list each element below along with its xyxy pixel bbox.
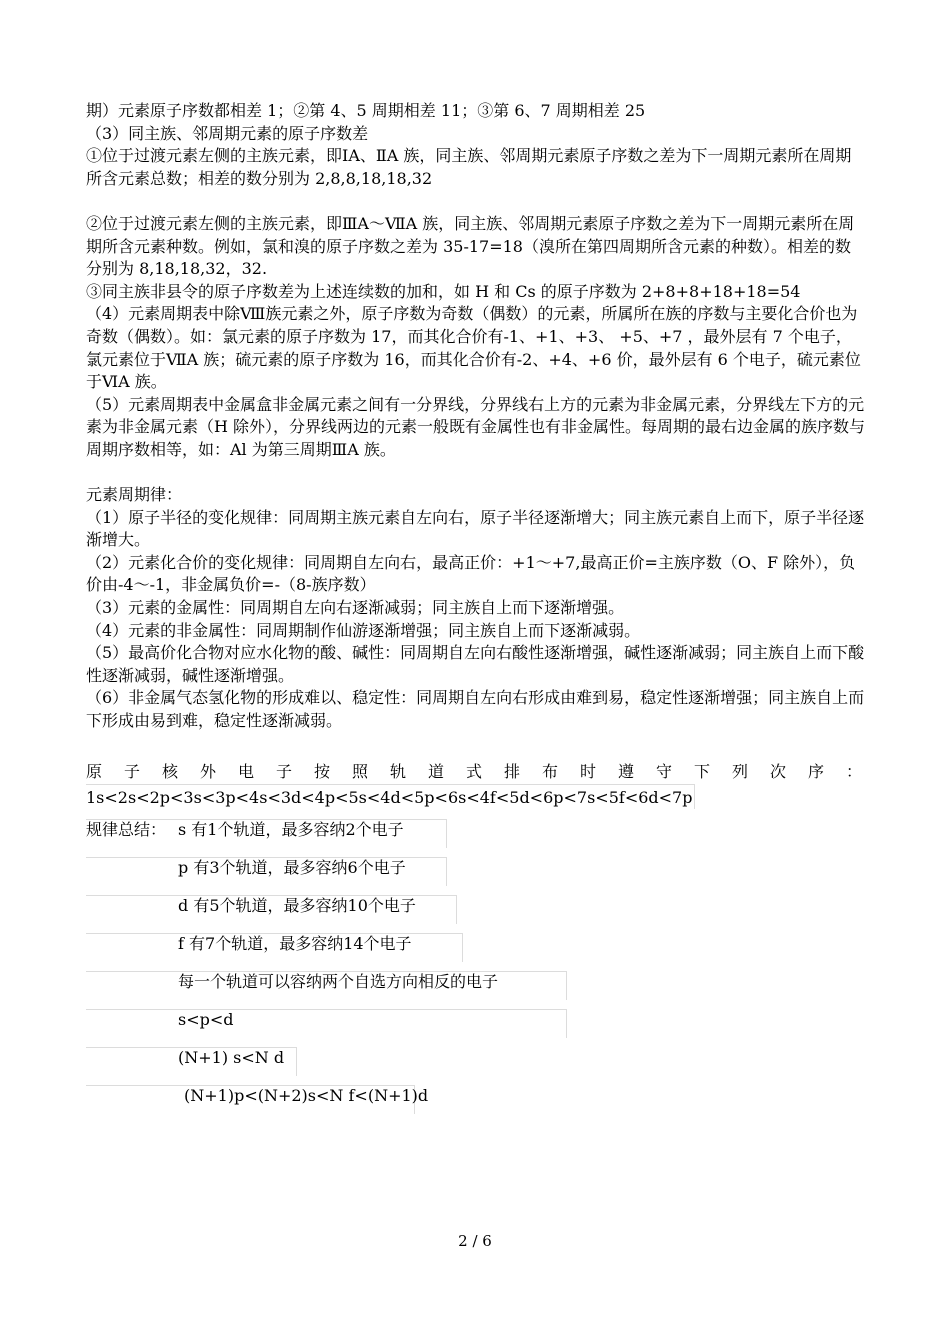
orbital-sequence: 1s<2s<2p<3s<3p<4s<3d<4p<5s<4d<5p<6s<4f<5d<6p<7s<5f<6d<7p <box>86 784 695 810</box>
rule-text: 每一个轨道可以容纳两个自选方向相反的电子 <box>178 972 499 992</box>
rule-line <box>86 851 866 889</box>
paragraph: 期）元素原子序数都相差 1；②第 4、5 周期相差 11；③第 6、7 周期相差 25 <box>86 101 646 120</box>
paragraph: （5）元素周期表中金属盒非金属元素之间有一分界线，分界线右上方的元素为非金属元素，分界线左下方的元素为非金属元素（H 除外），分界线两边的元素一般既有金属性也有非金属性。每周期的最右边金属的族序数与周期序数相等，如：Al 为第三周期ⅢA 族。 <box>86 394 866 459</box>
rule-line <box>86 1079 866 1117</box>
paragraph: （1）原子半径的变化规律：同周期主族元素自左向右，原子半径逐渐增大；同主族元素自上而下，原子半径逐渐增大。 <box>86 507 865 550</box>
rule-line <box>86 813 866 851</box>
paragraph: （4）元素的非金属性：同周期制作仙游逐渐增强；同主族自上而下逐渐减弱。 <box>86 620 641 640</box>
paragraph: （2）元素化合价的变化规律：同周期自左向右，最高正价：+1～+7,最高正价=主族序数（O、F 除外），负价由-4～-1，非金属负价=-（8-族序数） <box>86 552 856 595</box>
paragraph: ②位于过渡元素左侧的主族元素，即ⅢA～ⅦA 族，同主族、邻周期元素原子序数之差为下一周期元素所在周期所含元素种数。例如，氯和溴的原子序数之差为 35-17=18（溴所在第四周期所含元素的种数）。相差的数分别为 8,18,18,32，32. <box>86 213 855 279</box>
blank-line <box>86 733 866 756</box>
orbital-sequence-wrap <box>86 784 866 810</box>
rule-line <box>86 927 866 965</box>
rule-line <box>86 1003 866 1041</box>
paragraph: （3）元素的金属性：同周期自左向右逐渐减弱；同主族自上而下逐渐增强。 <box>86 598 625 618</box>
rule-line <box>86 889 866 927</box>
paragraph: （6）非金属气态氢化物的形成难以、稳定性：同周期自左向右形成由难到易，稳定性逐渐增强；同主族自上而下形成由易到难，稳定性逐渐减弱。 <box>86 688 865 731</box>
rules-label: 规律总结： <box>86 820 167 840</box>
rule-cell <box>86 1009 567 1038</box>
rule-text: f 有7个轨道，最多容纳14个电子 <box>178 934 412 954</box>
rule-line <box>86 1041 866 1079</box>
rules-block <box>86 813 866 1117</box>
paragraph: （3）同主族、邻周期元素的原子序数差 <box>86 123 369 143</box>
rule-text: s 有1个轨道，最多容纳2个电子 <box>178 820 404 840</box>
document-body <box>86 100 866 1117</box>
rule-text: (N+1) s<N d <box>178 1048 285 1068</box>
paragraph: ①位于过渡元素左侧的主族元素，即ⅠA、ⅡA 族，同主族、邻周期元素原子序数之差为下一周期元素所在周期所含元素总数；相差的数分别为 2,8,8,18,18,32 <box>86 146 852 188</box>
orbital-heading: 原子核外电子按照轨道式排布时遵守下列次序： <box>86 762 866 782</box>
page-number: 2 / 6 <box>458 1232 492 1250</box>
rule-text: p 有3个轨道，最多容纳6个电子 <box>178 858 406 878</box>
rule-text: (N+1)p<(N+2)s<N f<(N+1)d <box>184 1086 429 1106</box>
paragraph: （4）元素周期表中除Ⅷ族元素之外，原子序数为奇数（偶数）的元素，所属所在族的序数与主要化合价也为奇数（偶数）。如：氯元素的原子序数为 17，而其化合价有-1、+1、+3、 +5、+7 ，最外层有 7 个电子，氯元素位于ⅦA 族；硫元素的原子序数为 16，而其化合价有-2、+4、+6 价，最外层有 6 个电子，硫元素位于ⅥA 族。 <box>86 304 861 392</box>
rule-text: s<p<d <box>178 1010 234 1030</box>
rule-line <box>86 965 866 1003</box>
paragraph: （5）最高价化合物对应水化物的酸、碱性：同周期自左向右酸性逐渐增强，碱性逐渐减弱；同主族自上而下酸性逐渐减弱，碱性逐渐增强。 <box>86 643 865 685</box>
blank-line <box>86 462 866 485</box>
rule-text: d 有5个轨道，最多容纳10个电子 <box>178 896 416 916</box>
section-heading: 元素周期律： <box>86 485 183 505</box>
blank-line <box>86 190 866 213</box>
paragraph: ③同主族非县令的原子序数差为上述连续数的加和，如 H 和 Cs 的原子序数为 2+8+8+18+18=54 <box>86 281 801 301</box>
